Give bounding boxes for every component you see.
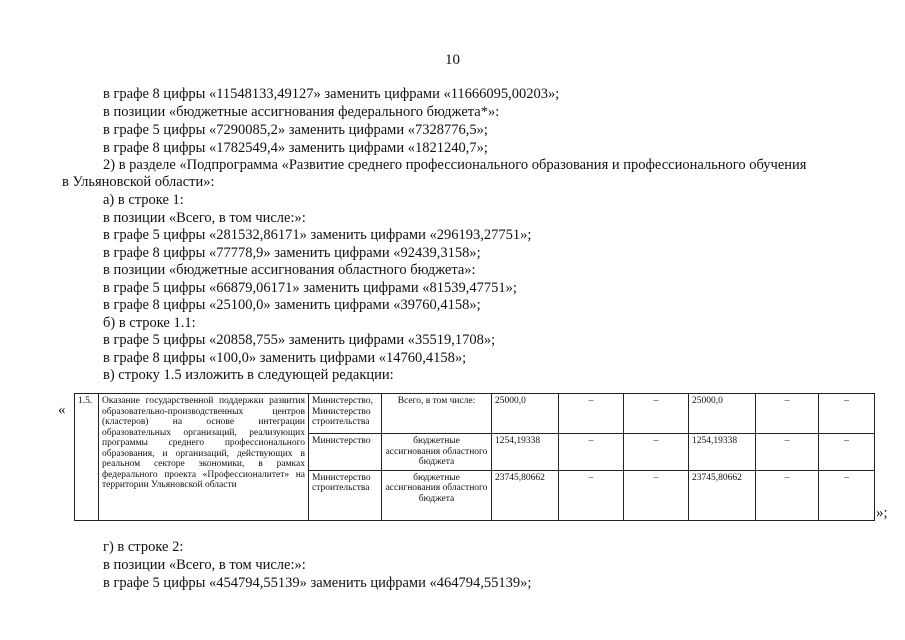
year-cell: – xyxy=(819,394,875,434)
year-cell: 25000,0 xyxy=(689,394,756,434)
year-cell: – xyxy=(756,394,819,434)
text-line: в позиции «бюджетные ассигнования федерального бюджета*»: xyxy=(103,104,500,120)
year-cell: – xyxy=(559,394,624,434)
total-cell: 1254,19338 xyxy=(492,434,559,471)
measure-name-text: Оказание государственной поддержки развития образовательно-производственных центров (кластеров) на основе интеграции образовательных организаций, реализующих программы среднего профессионального образования, и организаций, действующих в реальном секторе экономики, в рамках федерального проекта «Профессионалитет» на территории Ульяновской области xyxy=(102,396,305,490)
text-line: в графе 8 цифры «1782549,4» заменить цифрами «1821240,7»; xyxy=(103,140,488,156)
year-cell: – xyxy=(819,470,875,520)
text-line: в графе 5 цифры «66879,06171» заменить цифрами «81539,47751»; xyxy=(103,280,517,296)
year-cell: 1254,19338 xyxy=(689,434,756,471)
table-row xyxy=(75,394,875,434)
text-line: а) в строке 1: xyxy=(103,192,184,208)
page-number: 10 xyxy=(445,52,460,68)
quote-open: « xyxy=(58,402,66,418)
year-cell: – xyxy=(819,434,875,471)
text-line: в графе 5 цифры «454794,55139» заменить цифрами «464794,55139»; xyxy=(103,575,532,591)
measure-name-cell xyxy=(99,394,309,521)
text-line: в позиции «Всего, в том числе:»: xyxy=(103,557,306,573)
source-cell: бюджетные ассигнования областного бюджета xyxy=(382,470,492,520)
text-line: 2) в разделе «Подпрограмма «Развитие среднего профессионального образования и профессионального обучения xyxy=(103,157,807,173)
quote-close: »; xyxy=(876,505,888,521)
text-line: в графе 5 цифры «281532,86171» заменить цифрами «296193,27751»; xyxy=(103,227,532,243)
executor-cell: Министерство, Министерство строительства xyxy=(309,394,382,434)
year-cell: 23745,80662 xyxy=(689,470,756,520)
year-cell: – xyxy=(756,434,819,471)
text-line: в Ульяновской области»: xyxy=(62,174,215,190)
executor-cell: Министерство строительства xyxy=(309,470,382,520)
text-line: в графе 5 цифры «20858,755» заменить цифрами «35519,1708»; xyxy=(103,332,496,348)
year-cell: – xyxy=(559,434,624,471)
text-line: в графе 8 цифры «11548133,49127» заменить цифрами «11666095,00203»; xyxy=(103,86,560,102)
text-line: в) строку 1.5 изложить в следующей редакции: xyxy=(103,367,394,383)
source-cell: Всего, в том числе: xyxy=(382,394,492,434)
year-cell: – xyxy=(624,434,689,471)
year-cell: – xyxy=(756,470,819,520)
text-line: в графе 8 цифры «100,0» заменить цифрами «14760,4158»; xyxy=(103,350,467,366)
text-line: г) в строке 2: xyxy=(103,539,184,555)
text-line: в позиции «Всего, в том числе:»: xyxy=(103,210,306,226)
text-line: б) в строке 1.1: xyxy=(103,315,196,331)
total-cell: 25000,0 xyxy=(492,394,559,434)
text-line: в позиции «бюджетные ассигнования областного бюджета»: xyxy=(103,262,476,278)
text-line: в графе 5 цифры «7290085,2» заменить цифрами «7328776,5»; xyxy=(103,122,488,138)
amendment-table xyxy=(74,393,875,521)
source-cell: бюджетные ассигнования областного бюджета xyxy=(382,434,492,471)
text-line: в графе 8 цифры «77778,9» заменить цифрами «92439,3158»; xyxy=(103,245,481,261)
total-cell: 23745,80662 xyxy=(492,470,559,520)
text-line: в графе 8 цифры «25100,0» заменить цифрами «39760,4158»; xyxy=(103,297,481,313)
year-cell: – xyxy=(559,470,624,520)
year-cell: – xyxy=(624,470,689,520)
row-number-cell: 1.5. xyxy=(75,394,99,521)
year-cell: – xyxy=(624,394,689,434)
executor-cell: Министерство xyxy=(309,434,382,471)
